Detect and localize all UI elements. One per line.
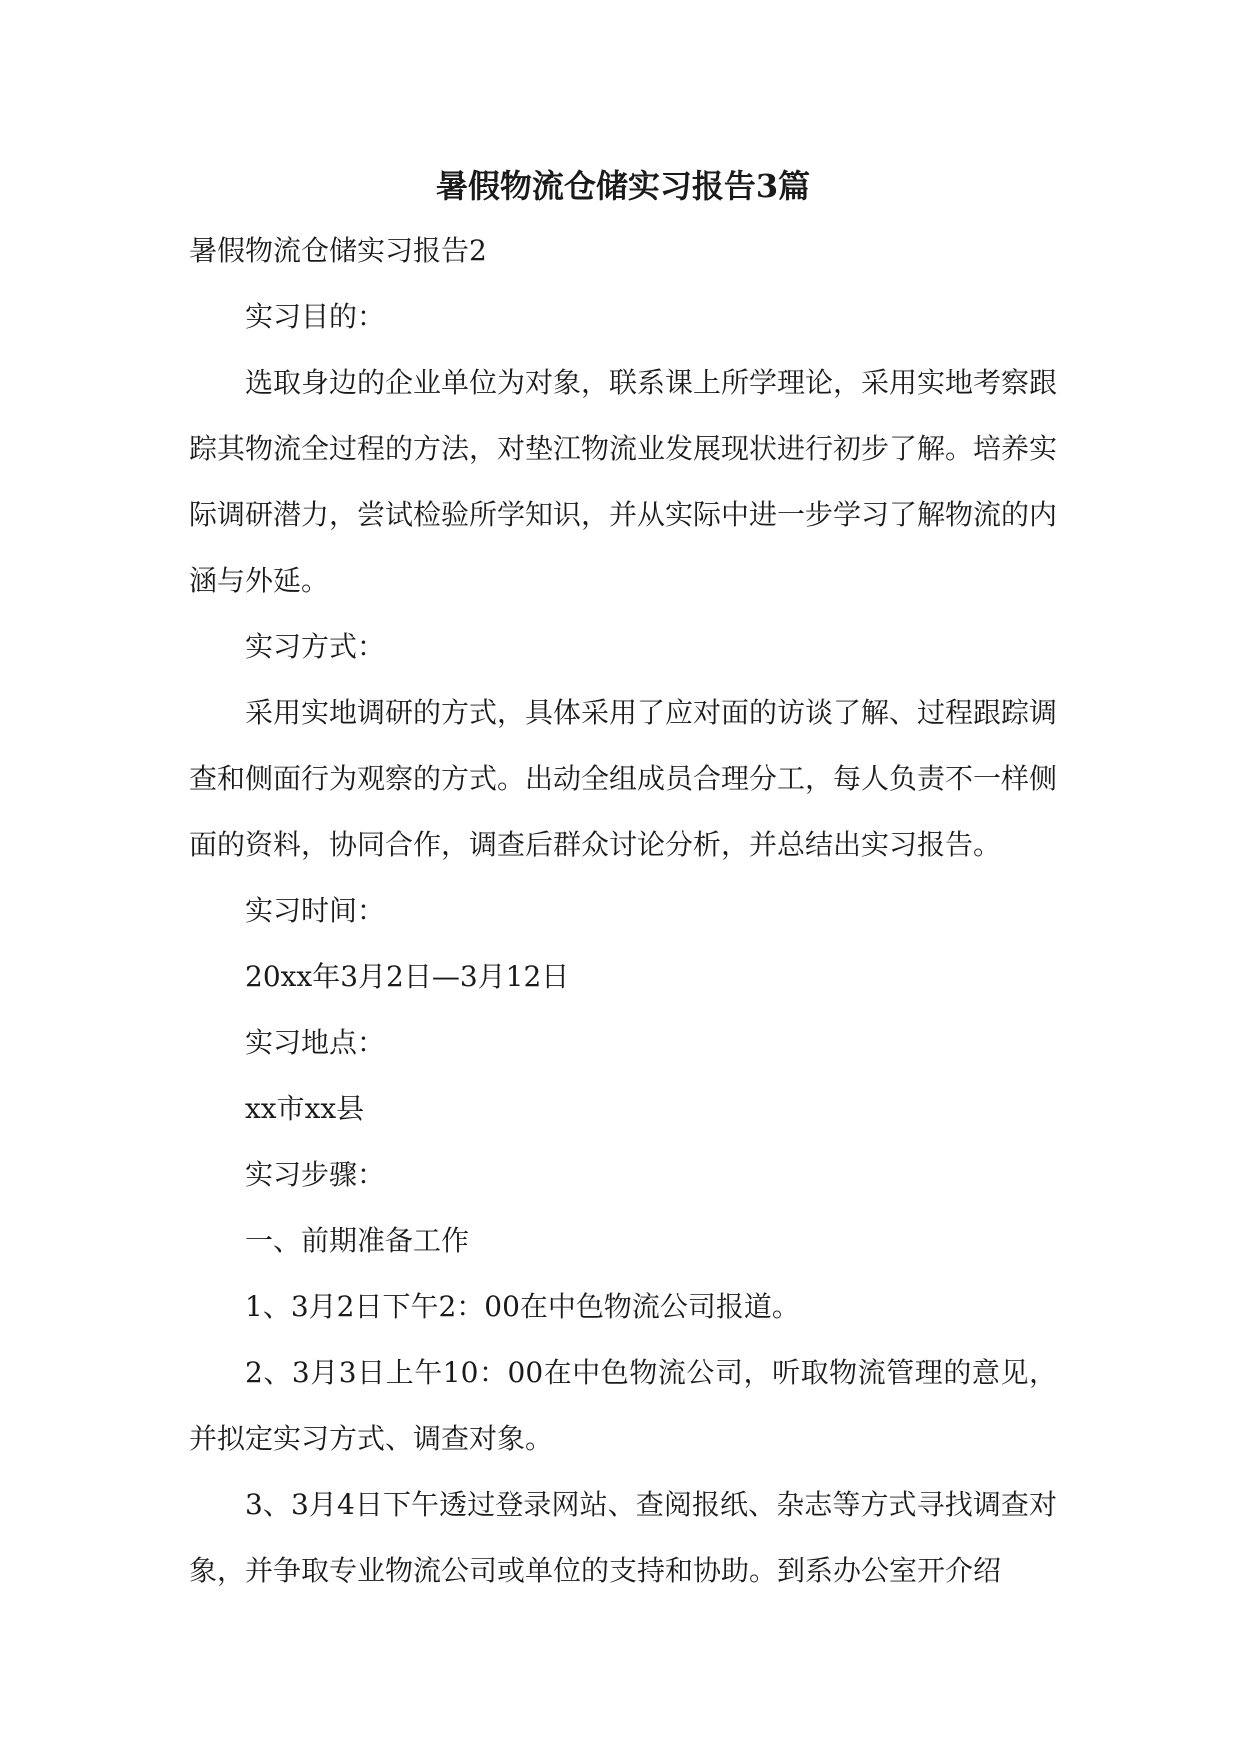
paragraph-steps-label: 实习步骤： [245,1158,386,1191]
document-title: 暑假物流仓储实习报告3篇 [435,167,811,205]
paragraph-time-label: 实习时间： [245,894,386,927]
paragraph-method: 采用实地调研的方式，具体采用了应对面的访谈了解、过程跟踪调查和侧面行为观察的方式。出动全组成员合理分工，每人负责不一样侧面的资料，协同合作，调查后群众讨论分析，并总结出实习报告。 [189,696,1058,861]
paragraph-step-heading: 一、前期准备工作 [245,1224,470,1257]
paragraph-method-label: 实习方式： [245,630,386,663]
paragraph-location-label: 实习地点： [245,1026,386,1059]
paragraph-location: xx市xx县 [245,1092,365,1125]
paragraph-step-1: 1、3月2日下午2：00在中色物流公司报道。 [245,1290,800,1323]
document-body [189,158,1057,1604]
paragraph-step-2: 2、3月3日上午10：00在中色物流公司，听取物流管理的意见，并拟定实习方式、调查对象。 [189,1356,1057,1455]
paragraph-purpose-label: 实习目的： [245,300,386,333]
paragraph-time: 20xx年3月2日—3月12日 [245,960,570,993]
paragraph-step-3: 3、3月4日下午透过登录网站、查阅报纸、杂志等方式寻找调查对象，并争取专业物流公司或单位的支持和协助。到系办公室开介绍 [189,1488,1057,1587]
paragraph-purpose: 选取身边的企业单位为对象，联系课上所学理论，采用实地考察跟踪其物流全过程的方法，对垫江物流业发展现状进行初步了解。培养实际调研潜力，尝试检验所学知识，并从实际中进一步学习了解物流的内涵与外延。 [189,366,1058,597]
section-heading: 暑假物流仓储实习报告2 [189,234,487,267]
